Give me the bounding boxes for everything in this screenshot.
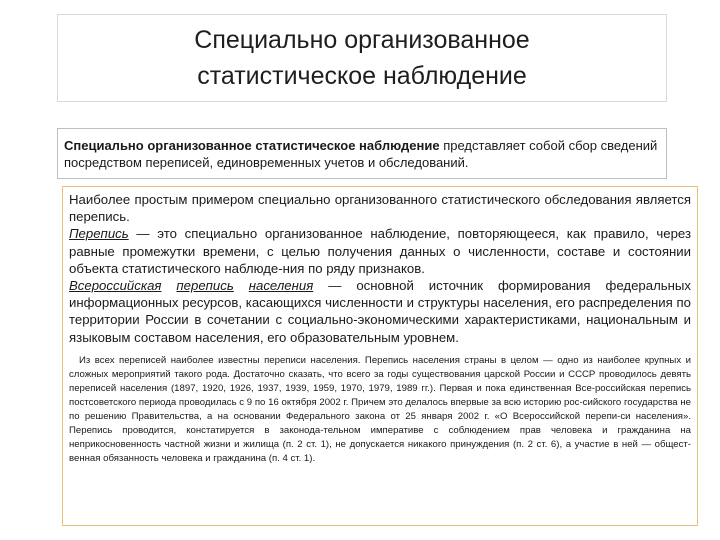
title-box <box>57 14 667 102</box>
slide-title-line-2: статистическое наблюдение <box>197 62 527 90</box>
slide-title-line-1: Специально организованное <box>194 26 530 54</box>
term-all-russian: Всероссийская <box>69 278 162 294</box>
paragraph-census-history: Из всех переписей наиболее известны переписи населения. Перепись населения страны в целом — одно из наиболее крупных и сложных мероприятий такого рода. Достаточно сказать, что всего за годы существования царской России и СССР проводилось девять переписей населения (1897, 1920, 1926, 1937, 1939, 1959, 1970, 1979, 1989 гг.). Первая и пока единственная Все-российская перепись постсоветского периода проводилась с 9 по 16 октября 2002 г. Причем это делалось впервые за всю историю рос-сийского государства не по решению Правительства, а на основании Федерального закона от 25 января 2002 г. «О Всероссийской перепи-си населения». Перепись проводится, констатируется в законода-тельном императиве с соблюдением прав человека и гражданина на неприкосновенность частной жизни и жилища (п. 2 ст. 1), не допускается никакого принуждения (п. 2 ст. 6), а участие в ней — общест-венная обязанность человека и гражданина (п. 4 ст. 1). <box>69 354 691 465</box>
paragraph-example: Наиболее простым примером специально организованного статистического обследования является перепись. <box>69 192 691 225</box>
paragraph-russian-census <box>69 277 691 346</box>
definition-text: представляет собой сбор сведений посредством переписей, единовременных учетов и обследований. <box>64 138 658 170</box>
definition-term: Специально организованное статистическое наблюдение <box>64 138 440 153</box>
russian-census-text: — основной источник формирования федеральных информационных ресурсов, касающихся численности и структуры населения, его распределения по территории России в сочетании с социально-экономическими характеристиками, национальным и языковым составом населения, его образовательным уровнем. <box>69 278 691 345</box>
term-population: населения <box>248 278 314 294</box>
term-census: Перепись <box>69 226 129 242</box>
definition-box <box>57 128 667 179</box>
paragraph-census-definition <box>69 225 691 277</box>
census-definition-text: — это специально организованное наблюдение, повторяющееся, как правило, через равные промежутки времени, с целью получения данных о численности, составе и состоянии объекта статистического наблюде-ния по ряду признаков. <box>69 226 691 276</box>
main-text-box <box>62 186 698 526</box>
term-census-2: перепись <box>176 278 234 294</box>
